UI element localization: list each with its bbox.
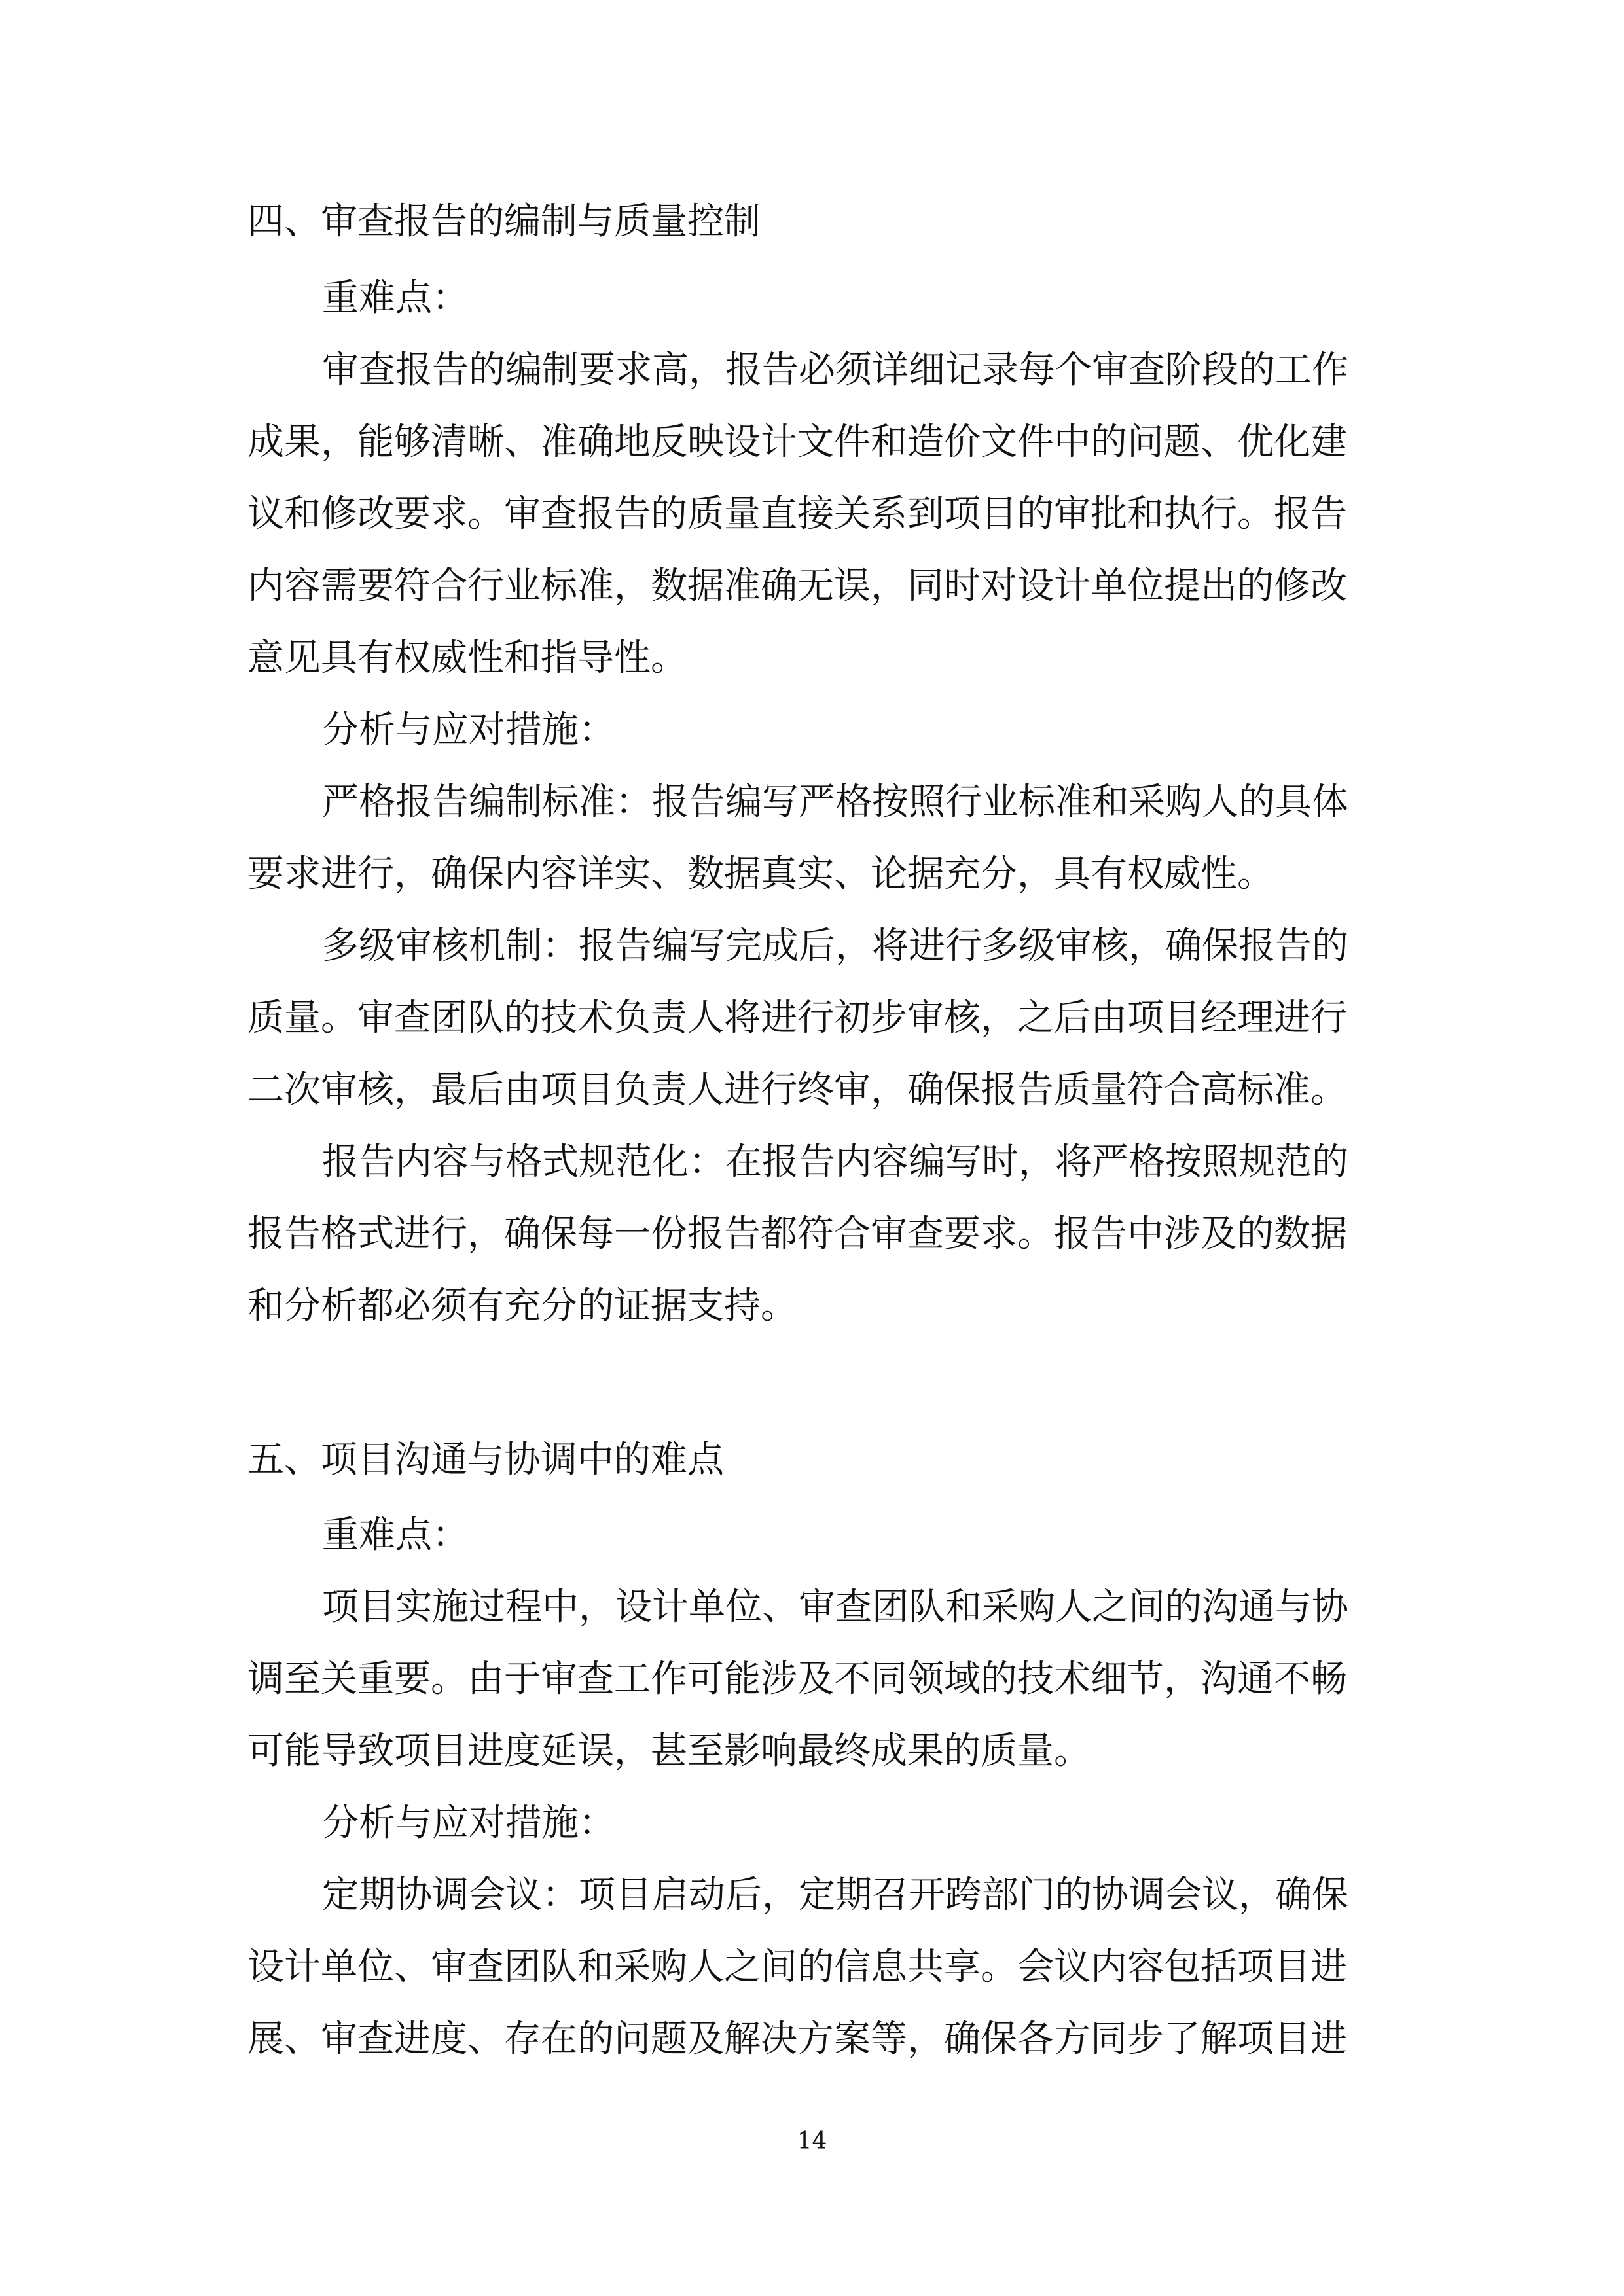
paragraph-line: 报告内容与格式规范化：在报告内容编写时，将严格按照规范的 bbox=[322, 1141, 1348, 1183]
paragraph-line: 成果，能够清晰、准确地反映设计文件和造价文件中的问题、优化建 bbox=[247, 421, 1347, 463]
subheading-measures: 分析与应对措施： bbox=[322, 1802, 615, 1844]
subheading-difficulty: 重难点： bbox=[322, 1514, 469, 1556]
paragraph-line: 设计单位、审查团队和采购人之间的信息共享。会议内容包括项目进 bbox=[247, 1946, 1347, 1988]
paragraph-line: 意见具有权威性和指导性。 bbox=[247, 637, 687, 679]
paragraph-line: 议和修改要求。审查报告的质量直接关系到项目的审批和执行。报告 bbox=[247, 493, 1347, 535]
paragraph-line: 内容需要符合行业标准，数据准确无误，同时对设计单位提出的修改 bbox=[247, 565, 1347, 607]
section-heading: 五、项目沟通与协调中的难点 bbox=[247, 1439, 724, 1481]
paragraph-line: 展、审查进度、存在的问题及解决方案等，确保各方同步了解项目进 bbox=[247, 2018, 1347, 2060]
paragraph-line: 可能导致项目进度延误，甚至影响最终成果的质量。 bbox=[247, 1730, 1091, 1772]
paragraph-line: 审查报告的编制要求高，报告必须详细记录每个审查阶段的工作 bbox=[322, 349, 1348, 391]
paragraph-line: 质量。审查团队的技术负责人将进行初步审核，之后由项目经理进行 bbox=[247, 997, 1347, 1039]
subheading-difficulty: 重难点： bbox=[322, 277, 469, 319]
page-number: 14 bbox=[797, 2128, 827, 2155]
paragraph-line: 调至关重要。由于审查工作可能涉及不同领域的技术细节，沟通不畅 bbox=[247, 1658, 1347, 1700]
paragraph-line: 定期协调会议：项目启动后，定期召开跨部门的协调会议，确保 bbox=[322, 1874, 1348, 1916]
subheading-measures: 分析与应对措施： bbox=[322, 709, 615, 751]
paragraph-line: 二次审核，最后由项目负责人进行终审，确保报告质量符合高标准。 bbox=[247, 1069, 1347, 1111]
paragraph-line: 项目实施过程中，设计单位、审查团队和采购人之间的沟通与协 bbox=[322, 1586, 1348, 1628]
paragraph-line: 报告格式进行，确保每一份报告都符合审查要求。报告中涉及的数据 bbox=[247, 1213, 1347, 1255]
paragraph-line: 要求进行，确保内容详实、数据真实、论据充分，具有权威性。 bbox=[247, 853, 1274, 895]
section-heading: 四、审查报告的编制与质量控制 bbox=[247, 200, 761, 243]
paragraph-line: 和分析都必须有充分的证据支持。 bbox=[247, 1285, 797, 1327]
paragraph-line: 严格报告编制标准：报告编写严格按照行业标准和采购人的具体 bbox=[322, 781, 1348, 823]
paragraph-line: 多级审核机制：报告编写完成后，将进行多级审核，确保报告的 bbox=[322, 925, 1348, 967]
